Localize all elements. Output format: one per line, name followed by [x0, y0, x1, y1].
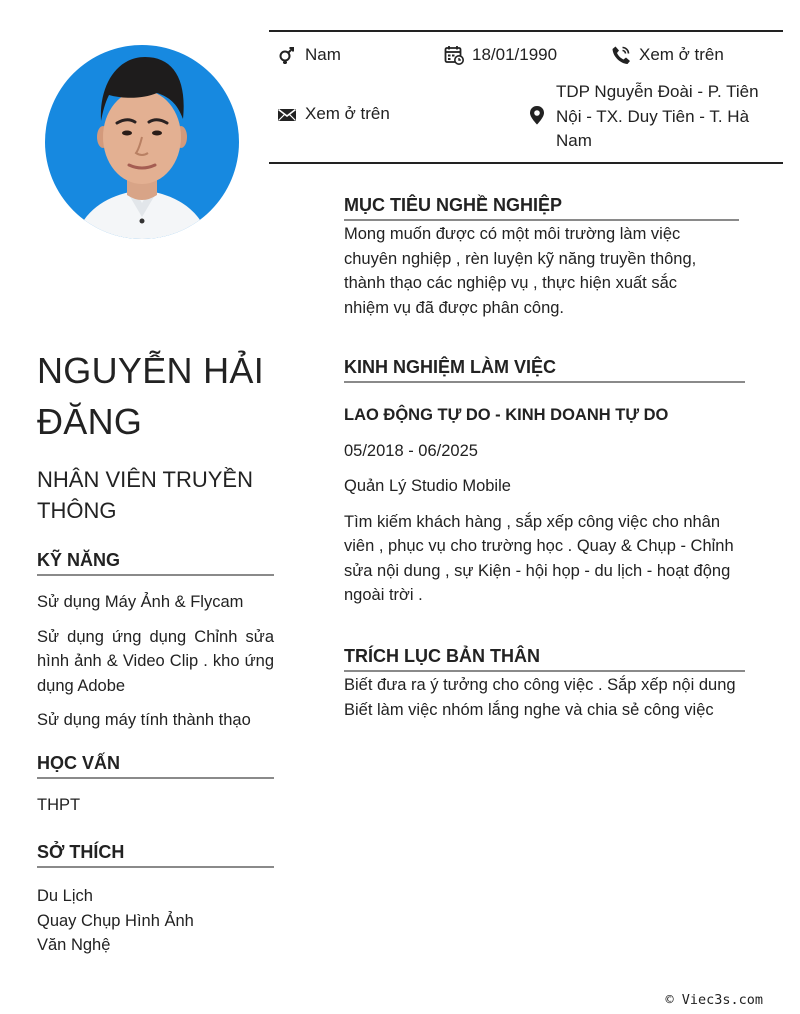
experience-heading: KINH NGHIỆM LÀM VIỆC	[344, 357, 745, 383]
envelope-icon	[277, 105, 297, 125]
birthdate-text: 18/01/1990	[472, 45, 558, 64]
gender-item	[277, 45, 297, 70]
education-item: THPT	[37, 796, 81, 814]
experience-section	[344, 357, 745, 608]
avatar	[45, 45, 239, 239]
education-section	[37, 753, 274, 818]
skill-item: Sử dụng Máy Ảnh & Flycam	[37, 593, 244, 611]
summary-section	[344, 646, 745, 722]
skill-item: Sử dụng ứng dụng Chỉnh sửa hình ảnh & Video Clip . kho ứng dụng Adobe	[37, 627, 274, 695]
copyright-text: © Viec3s.com	[665, 992, 763, 1008]
phone-item	[611, 45, 631, 70]
experience-description: Tìm kiếm khách hàng , sắp xếp công việc cho nhân viên , phục vụ cho trường học . Quay & Chụp - Chỉnh sửa nội dung , sự Kiện - hội họp - du lịch - hoạt động ngoài trời .	[344, 512, 734, 604]
map-pin-icon	[527, 105, 547, 125]
address-item	[527, 105, 547, 130]
skill-item: Sử dụng máy tính thành thạo	[37, 711, 251, 729]
education-heading: HỌC VẤN	[37, 753, 274, 779]
full-name: NGUYỄN HẢI ĐĂNG	[37, 350, 265, 442]
job-title: NHÂN VIÊN TRUYỀN THÔNG	[37, 467, 253, 523]
hobby-item: Quay Chụp Hình Ảnh	[37, 911, 194, 930]
summary-line: Biết đưa ra ý tưởng cho công việc . Sắp xếp nội dung	[344, 676, 736, 694]
calendar-icon	[444, 45, 464, 65]
contact-divider-bottom	[269, 162, 783, 164]
birthdate-item	[444, 45, 464, 70]
skills-heading: KỸ NĂNG	[37, 550, 274, 576]
hobby-item: Du Lịch	[37, 887, 93, 905]
phone-text: Xem ở trên	[639, 45, 724, 64]
address-text: TDP Nguyễn Đoài - P. Tiên Nội - TX. Duy Tiên - T. Hà Nam	[556, 82, 759, 150]
hobbies-heading: SỞ THÍCH	[37, 842, 274, 868]
objective-text: Mong muốn được có một môi trường làm việc chuyên nghiệp , rèn luyện kỹ năng truyền thông, thành thạo các nghiệp vụ , thực hiện xuất sắc nhiệm vụ đã được phân công.	[344, 225, 697, 317]
summary-line: Biết làm việc nhóm lắng nghe và chia sẻ công việc	[344, 700, 714, 719]
email-text: Xem ở trên	[305, 104, 390, 123]
hobbies-section	[37, 842, 274, 958]
experience-period: 05/2018 - 06/2025	[344, 441, 478, 460]
portrait-photo	[45, 45, 239, 239]
experience-role: Quản Lý Studio Mobile	[344, 477, 511, 495]
email-item	[277, 105, 297, 130]
hobby-item: Văn Nghệ	[37, 936, 111, 954]
gender-icon	[277, 45, 297, 65]
experience-company: LAO ĐỘNG TỰ DO - KINH DOANH TỰ DO	[344, 406, 669, 424]
summary-heading: TRÍCH LỤC BẢN THÂN	[344, 646, 745, 672]
skills-section	[37, 550, 274, 733]
phone-icon	[611, 45, 631, 65]
objective-heading: MỤC TIÊU NGHỀ NGHIỆP	[344, 195, 739, 221]
objective-section	[344, 195, 739, 320]
contact-divider-top	[269, 30, 783, 32]
gender-text: Nam	[305, 45, 341, 64]
